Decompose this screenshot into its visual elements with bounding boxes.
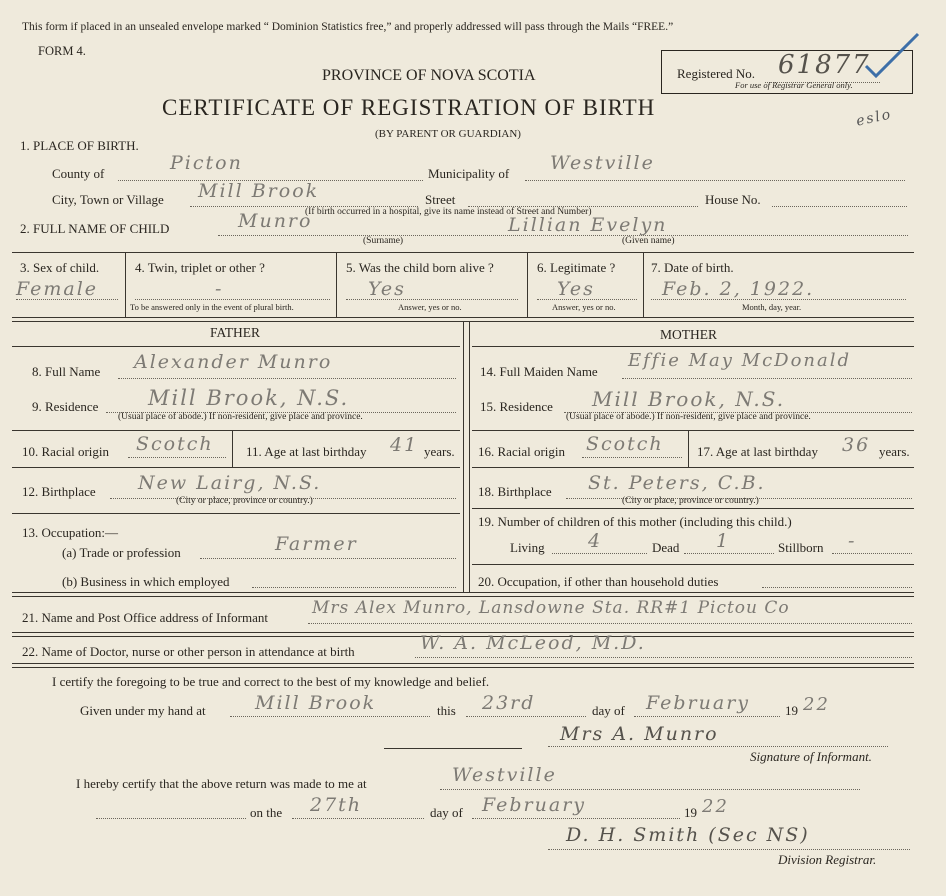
- living-value: 4: [588, 530, 603, 552]
- stillborn-line: [832, 553, 912, 554]
- certification-top-rule: [12, 663, 914, 668]
- father-years: years.: [424, 444, 455, 459]
- father-heading-rule: [12, 346, 460, 347]
- sex-line: [16, 299, 118, 300]
- municipality-line: [525, 180, 905, 181]
- mother-age-divider: [688, 431, 689, 467]
- child-name-label: 2. FULL NAME OF CHILD: [20, 221, 170, 236]
- mother-racial-label: 16. Racial origin: [478, 444, 566, 459]
- return-month-line: [472, 818, 680, 819]
- trade-value: Farmer: [275, 533, 358, 555]
- mother-rule: [472, 430, 914, 431]
- trade-label: (a) Trade or profession: [62, 545, 181, 560]
- informant-signature: Mrs A. Munro: [560, 723, 719, 745]
- mother-rule: [472, 564, 914, 565]
- mother-occupation-label: 20. Occupation, if other than household duties: [478, 574, 719, 589]
- row3-divider: [527, 252, 528, 317]
- stillborn-label: Stillborn: [778, 540, 824, 555]
- return-day-line: [292, 818, 424, 819]
- return-label: I hereby certify that the above return was made to me at: [76, 776, 367, 791]
- twin-note: To be answered only in the event of plural birth.: [130, 302, 294, 312]
- dead-line: [684, 553, 774, 554]
- return-day-of-label: day of: [430, 805, 463, 820]
- living-line: [552, 553, 647, 554]
- father-residence-value: Mill Brook, N.S.: [148, 386, 350, 410]
- year-value: 22: [803, 694, 830, 715]
- day-of-label: day of: [592, 703, 625, 718]
- return-year-prefix: 19: [684, 805, 697, 820]
- this-label: this: [437, 703, 456, 718]
- occupation-label: 13. Occupation:—: [22, 525, 119, 540]
- dead-label: Dead: [652, 540, 680, 555]
- mother-racial-line: [582, 457, 682, 458]
- mother-birthplace-note: (City or place, province or country.): [622, 496, 759, 506]
- informant-value: Mrs Alex Munro, Lansdowne Sta. RR#1 Pictou Co: [312, 598, 790, 618]
- mother-residence-label: 15. Residence: [480, 399, 553, 414]
- father-residence-note: (Usual place of abode.) If non-resident, give place and province.: [118, 412, 363, 422]
- return-day-value: 27th: [310, 794, 363, 816]
- given-place-line: [230, 716, 430, 717]
- father-age-divider: [232, 431, 233, 467]
- parents-divider: [463, 322, 464, 592]
- mother-age-value: 36: [842, 434, 871, 456]
- return-month-value: February: [482, 794, 587, 816]
- month-line: [634, 716, 780, 717]
- municipality-value: Westville: [550, 152, 655, 174]
- father-name-line: [118, 378, 456, 379]
- father-age-value: 41: [390, 434, 419, 456]
- father-rule: [12, 467, 460, 468]
- doctor-label: 22. Name of Doctor, nurse or other person in attendance at birth: [22, 644, 355, 659]
- province-heading: PROVINCE OF NOVA SCOTIA: [322, 67, 536, 84]
- house-line: [772, 206, 907, 207]
- day-value: 23rd: [482, 692, 536, 714]
- row3-divider: [643, 252, 644, 317]
- given-under-hand-label: Given under my hand at: [80, 703, 206, 718]
- certify-statement: I certify the foregoing to be true and correct to the best of my knowledge and belief.: [52, 674, 490, 689]
- mother-age-label: 17. Age at last birthday: [697, 444, 818, 459]
- mother-name-label: 14. Full Maiden Name: [480, 364, 598, 379]
- legitimate-value: Yes: [557, 278, 595, 300]
- sex-value: Female: [16, 278, 99, 300]
- father-name-value: Alexander Munro: [134, 351, 333, 373]
- father-rule: [12, 513, 460, 514]
- return-place-line: [440, 789, 860, 790]
- mother-residence-note: (Usual place of abode.) If non-resident, give place and province.: [566, 412, 811, 422]
- year-prefix: 19: [785, 703, 798, 718]
- father-racial-line: [128, 457, 226, 458]
- mail-notice: This form if placed in an unsealed envelope marked “ Dominion Statistics free,” and properly addressed will pass through the Mails “FREE.”: [22, 21, 674, 33]
- legitimate-note: Answer, yes or no.: [552, 302, 616, 312]
- twin-label: 4. Twin, triplet or other ?: [135, 260, 265, 275]
- dead-value: 1: [716, 530, 731, 552]
- short-rule: [384, 748, 522, 749]
- sex-label: 3. Sex of child.: [20, 260, 100, 275]
- alive-note: Answer, yes or no.: [398, 302, 462, 312]
- father-birthplace-label: 12. Birthplace: [22, 484, 96, 499]
- trade-line: [200, 558, 456, 559]
- child-given-name: Lillian Evelyn: [508, 214, 668, 236]
- birth-date-value: Feb. 2, 1922.: [662, 278, 815, 300]
- month-value: February: [646, 692, 751, 714]
- twin-line: [135, 299, 330, 300]
- on-the-label: on the: [250, 805, 283, 820]
- father-rule: [12, 430, 460, 431]
- county-label: County of: [52, 166, 105, 181]
- birth-date-note: Month, day, year.: [742, 302, 802, 312]
- alive-line: [346, 299, 518, 300]
- mother-name-line: [622, 378, 912, 379]
- street-label: Street: [425, 192, 456, 207]
- blue-check-mark: [862, 30, 922, 80]
- city-value: Mill Brook: [198, 180, 320, 202]
- county-value: Picton: [170, 152, 243, 174]
- mother-heading: MOTHER: [660, 327, 717, 342]
- parents-divider: [469, 322, 470, 592]
- city-label: City, Town or Village: [52, 192, 164, 207]
- return-place-value: Westville: [452, 764, 557, 786]
- father-birthplace-note: (City or place, province or country.): [176, 496, 313, 506]
- informant-signature-caption: Signature of Informant.: [750, 749, 872, 764]
- father-age-label: 11. Age at last birthday: [246, 444, 367, 459]
- registered-number: 61877: [778, 50, 871, 80]
- mother-birthplace-value: St. Peters, C.B.: [588, 472, 766, 494]
- registrar-signature-line: [548, 849, 910, 850]
- surname-note: (Surname): [363, 236, 404, 246]
- mother-years: years.: [879, 444, 910, 459]
- registrar-stamp: eslo: [854, 106, 894, 130]
- legitimate-label: 6. Legitimate ?: [537, 260, 616, 275]
- day-line: [466, 716, 586, 717]
- informant-signature-line: [548, 746, 888, 747]
- informant-top-rule: [12, 592, 914, 597]
- mother-rule: [472, 508, 914, 509]
- certificate-subtitle: (BY PARENT OR GUARDIAN): [375, 128, 521, 140]
- birth-date-label: 7. Date of birth.: [651, 260, 734, 275]
- father-birthplace-value: New Lairg, N.S.: [138, 472, 322, 494]
- child-surname: Munro: [238, 210, 313, 232]
- house-label: House No.: [705, 192, 761, 207]
- father-racial-label: 10. Racial origin: [22, 444, 110, 459]
- mother-name-value: Effie May McDonald: [628, 350, 852, 371]
- business-line: [252, 587, 456, 588]
- children-count-label: 19. Number of children of this mother (including this child.): [478, 514, 792, 529]
- mother-occupation-line: [762, 587, 912, 588]
- alive-value: Yes: [368, 278, 406, 300]
- mother-racial-value: Scotch: [586, 433, 664, 455]
- mother-heading-rule: [472, 346, 914, 347]
- row3-divider: [336, 252, 337, 317]
- return-year-value: 22: [702, 796, 729, 817]
- father-residence-label: 9. Residence: [32, 399, 99, 414]
- doctor-value: W. A. McLeod, M.D.: [420, 632, 646, 654]
- form-number: FORM 4.: [38, 44, 86, 58]
- municipality-label: Municipality of: [428, 166, 510, 181]
- birth-date-line: [651, 299, 906, 300]
- place-heading: 1. PLACE OF BIRTH.: [20, 138, 139, 153]
- hospital-note: (If birth occurred in a hospital, give its name instead of Street and Number): [305, 207, 592, 217]
- father-racial-value: Scotch: [136, 433, 214, 455]
- legitimate-line: [537, 299, 637, 300]
- father-heading: FATHER: [210, 325, 261, 340]
- doctor-line: [415, 657, 912, 658]
- stillborn-value: -: [848, 530, 857, 552]
- living-label: Living: [510, 540, 545, 555]
- informant-label: 21. Name and Post Office address of Informant: [22, 610, 268, 625]
- father-name-label: 8. Full Name: [32, 364, 101, 379]
- registered-label: Registered No.: [677, 66, 755, 81]
- return-lead-line: [96, 818, 246, 819]
- certificate-title: CERTIFICATE OF REGISTRATION OF BIRTH: [162, 95, 656, 120]
- registrar-signature: D. H. Smith (Sec NS): [566, 824, 810, 846]
- given-place-value: Mill Brook: [255, 692, 377, 714]
- row3-divider: [125, 252, 126, 317]
- alive-label: 5. Was the child born alive ?: [346, 260, 494, 275]
- mother-residence-value: Mill Brook, N.S.: [592, 387, 786, 411]
- business-label: (b) Business in which employed: [62, 574, 230, 589]
- mother-rule: [472, 467, 914, 468]
- registrar-caption: Division Registrar.: [778, 852, 877, 867]
- row3-top-rule: [12, 252, 914, 253]
- twin-value: -: [215, 278, 224, 300]
- mother-birthplace-label: 18. Birthplace: [478, 484, 552, 499]
- given-name-note: (Given name): [622, 236, 675, 246]
- registrar-general-note: For use of Registrar General only.: [735, 80, 853, 90]
- informant-line: [308, 623, 912, 624]
